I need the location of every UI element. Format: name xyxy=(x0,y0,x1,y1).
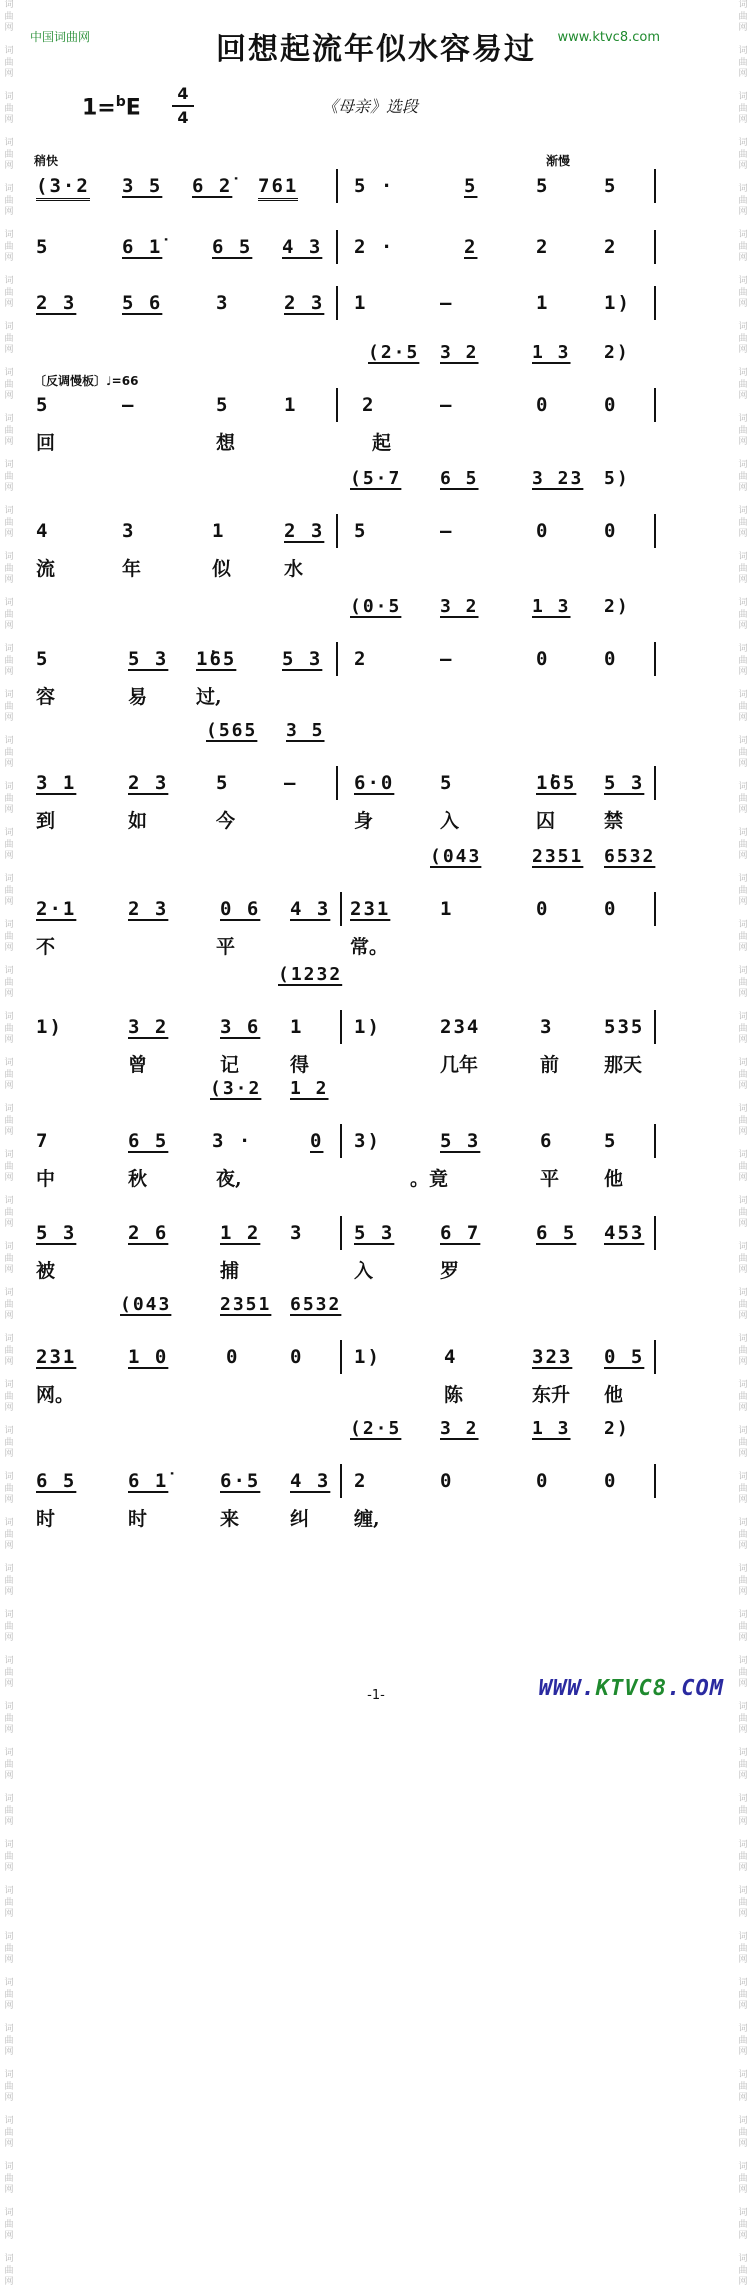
note-group: 2 3 xyxy=(36,292,77,314)
note-group: 6 5 xyxy=(36,1470,77,1492)
note-group: 6 5 xyxy=(212,236,253,258)
lyric-text: 捕 xyxy=(220,1260,240,1282)
barline xyxy=(654,1010,656,1044)
note-group: 5 xyxy=(354,520,368,542)
lyric-text: 时 xyxy=(128,1508,148,1530)
note-group: 3 · xyxy=(212,1130,253,1152)
note-group: 231 xyxy=(36,1346,77,1368)
accompaniment-notes: 1 2 xyxy=(290,1078,329,1099)
barline xyxy=(340,1010,342,1044)
barline xyxy=(336,388,338,422)
barline xyxy=(654,766,656,800)
note-group: 6·0 xyxy=(354,772,395,794)
lyric-text: 几年 xyxy=(440,1054,479,1076)
note-group: 4 3 xyxy=(282,236,323,258)
accompaniment-notes: 2351 xyxy=(532,846,584,867)
tempo-marking: 稍快 xyxy=(34,154,59,168)
accompaniment-notes: (565 xyxy=(206,720,258,741)
note-group: 6 1̇ xyxy=(122,236,163,258)
section-label: 〔反调慢板〕♩=66 xyxy=(34,374,139,388)
note-group: 1) xyxy=(604,292,631,314)
lyric-text: 易 xyxy=(128,686,148,708)
lyric-text: 他 xyxy=(604,1168,624,1190)
subtitle: 《母亲》选段 xyxy=(322,97,419,116)
note-group: 1 xyxy=(284,394,298,416)
note-group: 2 xyxy=(604,236,618,258)
lyric-text: 平 xyxy=(540,1168,560,1190)
note-group: 2 xyxy=(354,1470,368,1492)
lyric-text: 身 xyxy=(354,810,374,832)
note-group: 3 5 xyxy=(122,175,163,197)
note-group: 2 xyxy=(536,236,550,258)
lyric-text: 似 xyxy=(212,558,232,580)
lyric-text: 被 xyxy=(36,1260,56,1282)
lyric-text: 想 xyxy=(216,432,236,454)
lyric-text: 秋 xyxy=(128,1168,148,1190)
lyric-text: 容 xyxy=(36,686,56,708)
lyric-text: 前 xyxy=(540,1054,560,1076)
note-group: 1 2 xyxy=(220,1222,261,1244)
note-group: 3 6 xyxy=(220,1016,261,1038)
note-group: 0 xyxy=(536,520,550,542)
note-group: — xyxy=(440,292,454,314)
lyric-text: 东升 xyxy=(532,1384,571,1406)
lyric-text: 中 xyxy=(36,1168,56,1190)
note-group: — xyxy=(122,394,136,416)
note-group: 323 xyxy=(532,1346,573,1368)
note-group: 2 3 xyxy=(128,898,169,920)
lyric-text: 过, xyxy=(196,686,222,708)
note-group: 2 3 xyxy=(284,520,325,542)
note-group: 1 xyxy=(536,292,550,314)
note-group: 2 xyxy=(362,394,376,416)
accompaniment-notes: 3 5 xyxy=(286,720,325,741)
lyric-text: 入 xyxy=(354,1260,374,1282)
right-margin-watermark: 词 曲 网 词 曲 网 词 曲 网 词 曲 网 词 曲 网 词 曲 网 词 曲 网 词 曲 网 词 曲 网 词 曲 网 词 曲 网 词 曲 网 词 曲 网 词 曲 网 词 曲 网 词 曲 网 词 曲 网 词 曲 网 词 曲 网 词 曲 网 词 曲 网 词 曲 网 词 曲 网 词 曲 网 词 曲 网 词 曲 网 词 曲 网 词 曲 网 词 曲 网 词 曲 网 词 曲 网 词 曲 网 词 曲 网 词 曲 网 词 曲 网 词 曲 网 词 曲 网 词 曲 网 词 曲 网 词 曲 网 词 曲 网 词 曲 网 词 曲 网 词 曲 网 词 曲 网 词 曲 网 词 曲 网 词 曲 网 词 曲 网 词 曲 网 xyxy=(738,0,748,2287)
accompaniment-notes: (5·7 xyxy=(350,468,402,489)
time-signature xyxy=(172,84,194,128)
lyric-text: 如 xyxy=(128,810,148,832)
accompaniment-notes: (1232 xyxy=(278,964,343,985)
lyric-text: 曾 xyxy=(128,1054,148,1076)
note-group: 2 xyxy=(354,648,368,670)
footer-site-a: WWW. xyxy=(538,1676,596,1701)
note-group: 5 xyxy=(536,175,550,197)
accompaniment-notes: 6 5 xyxy=(440,468,479,489)
site-name-top-left: 中国词曲网 xyxy=(30,30,91,44)
barline xyxy=(336,642,338,676)
accompaniment-notes: (0·5 xyxy=(350,596,402,617)
accompaniment-notes: 1 3 xyxy=(532,596,571,617)
accompaniment-notes: (043 xyxy=(430,846,482,867)
accompaniment-notes: 6532 xyxy=(290,1294,342,1315)
lyric-text: 不 xyxy=(36,936,56,958)
note-group: 4 xyxy=(36,520,50,542)
barline xyxy=(336,766,338,800)
note-group: 5 xyxy=(36,648,50,670)
accompaniment-notes: 3 2 xyxy=(440,1418,479,1439)
barline xyxy=(654,286,656,320)
lyric-text: 那天 xyxy=(604,1054,643,1076)
accompaniment-notes: 3 2 xyxy=(440,342,479,363)
barline xyxy=(336,514,338,548)
lyric-text: 时 xyxy=(36,1508,56,1530)
note-group: 5 xyxy=(36,236,50,258)
barline xyxy=(336,230,338,264)
note-group: 6 1̇ xyxy=(128,1470,169,1492)
note-group: 3 2 xyxy=(128,1016,169,1038)
key-flat: b xyxy=(115,94,126,110)
note-group: 453 xyxy=(604,1222,645,1244)
note-group: (3·2 xyxy=(36,175,90,201)
note-group: 0 xyxy=(604,394,618,416)
note-group: 231 xyxy=(350,898,391,920)
note-group: 3) xyxy=(354,1130,381,1152)
barline xyxy=(654,169,656,203)
accompaniment-notes: 3 2 xyxy=(440,596,479,617)
note-group: 7 xyxy=(36,1130,50,1152)
lyric-text: 陈 xyxy=(444,1384,464,1406)
key-prefix: 1= xyxy=(82,95,116,121)
note-group: 5 3 xyxy=(128,648,169,670)
note-group: 4 xyxy=(444,1346,458,1368)
accompaniment-notes: 6532 xyxy=(604,846,656,867)
barline xyxy=(336,286,338,320)
accompaniment-notes: 5) xyxy=(604,468,630,489)
key-signature xyxy=(82,94,141,120)
note-group: 0 6 xyxy=(220,898,261,920)
note-group: 0 xyxy=(226,1346,240,1368)
lyric-text: 今 xyxy=(216,810,236,832)
note-group: 6 7 xyxy=(440,1222,481,1244)
barline xyxy=(654,1216,656,1250)
note-group: 0 xyxy=(604,520,618,542)
lyric-text: 常。 xyxy=(350,936,389,958)
lyric-text: 缠, xyxy=(354,1508,380,1530)
note-group: 5 3 xyxy=(354,1222,395,1244)
note-group: 234 xyxy=(440,1016,481,1038)
note-group: 1̇65 xyxy=(196,648,237,670)
note-group: 3 xyxy=(290,1222,304,1244)
note-group: 5 · xyxy=(354,175,395,197)
lyric-text: 来 xyxy=(220,1508,240,1530)
note-group: 535 xyxy=(604,1016,645,1038)
accompaniment-notes: (2·5 xyxy=(350,1418,402,1439)
note-group: 1 xyxy=(440,898,454,920)
accompaniment-notes: 1 3 xyxy=(532,1418,571,1439)
note-group: 5 xyxy=(440,772,454,794)
barline xyxy=(654,1124,656,1158)
barline xyxy=(654,514,656,548)
footer-site-b: KTVC8 xyxy=(595,1676,668,1701)
note-group: — xyxy=(440,520,454,542)
lyric-text: 入 xyxy=(440,810,460,832)
note-group: 0 xyxy=(536,648,550,670)
note-group: 2 3 xyxy=(128,772,169,794)
lyric-text: 罗 xyxy=(440,1260,460,1282)
site-url-top-right: www.ktvc8.com xyxy=(557,30,660,45)
accompaniment-notes: 2) xyxy=(604,342,630,363)
note-group: 4 3 xyxy=(290,898,331,920)
lyric-text: 纠 xyxy=(290,1508,310,1530)
note-group: 5 6 xyxy=(122,292,163,314)
note-group: 5 xyxy=(604,175,618,197)
note-group: 3 1 xyxy=(36,772,77,794)
accompaniment-notes: 2) xyxy=(604,1418,630,1439)
note-group: 2 xyxy=(464,236,478,258)
lyric-text: 他 xyxy=(604,1384,624,1406)
key-note: E xyxy=(125,95,141,121)
barline xyxy=(340,1464,342,1498)
note-group: 3 xyxy=(122,520,136,542)
note-group: 6 5 xyxy=(128,1130,169,1152)
note-group: 0 xyxy=(310,1130,324,1152)
note-group: 1 xyxy=(354,292,368,314)
note-group: 5 xyxy=(216,772,230,794)
note-group: 2·1 xyxy=(36,898,77,920)
page-number: -1- xyxy=(367,1688,385,1703)
note-group: 1) xyxy=(36,1016,63,1038)
note-group: 0 xyxy=(290,1346,304,1368)
barline xyxy=(340,1124,342,1158)
note-group: 0 xyxy=(604,1470,618,1492)
accompaniment-notes: 2) xyxy=(604,596,630,617)
note-group: 5 xyxy=(464,175,478,197)
note-group: 1̇65 xyxy=(536,772,577,794)
note-group: 3 xyxy=(540,1016,554,1038)
accompaniment-notes: (3·2 xyxy=(210,1078,262,1099)
note-group: 2 · xyxy=(354,236,395,258)
lyric-text: 网。 xyxy=(36,1384,75,1406)
barline xyxy=(654,1464,656,1498)
note-group: 6 5 xyxy=(536,1222,577,1244)
lyric-text: 回 xyxy=(36,432,56,454)
note-group: 1) xyxy=(354,1346,381,1368)
accompaniment-notes: (043 xyxy=(120,1294,172,1315)
footer-site-c: .COM xyxy=(667,1676,724,1701)
accompaniment-notes: 1 3 xyxy=(532,342,571,363)
accompaniment-notes: 2351 xyxy=(220,1294,272,1315)
note-group: 5 3 xyxy=(282,648,323,670)
footer-site-logo xyxy=(539,1676,724,1701)
barline xyxy=(654,230,656,264)
note-group: 2 3 xyxy=(284,292,325,314)
note-group: — xyxy=(440,648,454,670)
note-group: 0 xyxy=(536,898,550,920)
note-group: 0 xyxy=(440,1470,454,1492)
note-group: 0 5 xyxy=(604,1346,645,1368)
note-group: 0 xyxy=(604,898,618,920)
note-group: 5 xyxy=(604,1130,618,1152)
note-group: 1) xyxy=(354,1016,381,1038)
page-title: 回想起流年似水容易过 xyxy=(216,32,536,67)
time-top: 4 xyxy=(177,84,189,103)
note-group: 5 xyxy=(36,394,50,416)
note-group: 1 xyxy=(290,1016,304,1038)
barline xyxy=(654,1340,656,1374)
note-group: 6 xyxy=(540,1130,554,1152)
lyric-text: 夜, xyxy=(216,1168,242,1190)
note-group: 2 6 xyxy=(128,1222,169,1244)
lyric-text: 水 xyxy=(284,558,304,580)
barline xyxy=(654,892,656,926)
tempo-slowing: 渐慢 xyxy=(546,154,571,168)
accompaniment-notes: 3 23 xyxy=(532,468,584,489)
note-group: — xyxy=(284,772,298,794)
barline xyxy=(340,1340,342,1374)
barline xyxy=(654,388,656,422)
note-group: 1 xyxy=(212,520,226,542)
note-group: 5 3 xyxy=(36,1222,77,1244)
lyric-text: 。竟 xyxy=(410,1168,449,1190)
barline xyxy=(336,169,338,203)
lyric-text: 到 xyxy=(36,810,56,832)
lyric-text: 起 xyxy=(372,432,392,454)
barline xyxy=(340,892,342,926)
note-group: 0 xyxy=(536,394,550,416)
lyric-text: 流 xyxy=(36,558,56,580)
note-group: 0 xyxy=(604,648,618,670)
lyric-text: 年 xyxy=(122,558,142,580)
left-margin-watermark: 词 曲 网 词 曲 网 词 曲 网 词 曲 网 词 曲 网 词 曲 网 词 曲 网 词 曲 网 词 曲 网 词 曲 网 词 曲 网 词 曲 网 词 曲 网 词 曲 网 词 曲 网 词 曲 网 词 曲 网 词 曲 网 词 曲 网 词 曲 网 词 曲 网 词 曲 网 词 曲 网 词 曲 网 词 曲 网 词 曲 网 词 曲 网 词 曲 网 词 曲 网 词 曲 网 词 曲 网 词 曲 网 词 曲 网 词 曲 网 词 曲 网 词 曲 网 词 曲 网 词 曲 网 词 曲 网 词 曲 网 词 曲 网 词 曲 网 词 曲 网 词 曲 网 词 曲 网 词 曲 网 词 曲 网 词 曲 网 词 曲 网 词 曲 网 xyxy=(4,0,14,2287)
note-group: 5 3 xyxy=(440,1130,481,1152)
note-group: 761 xyxy=(258,175,298,201)
note-group: 1 0 xyxy=(128,1346,169,1368)
note-group: 3 xyxy=(216,292,230,314)
lyric-text: 平 xyxy=(216,936,236,958)
barline xyxy=(654,642,656,676)
time-bottom: 4 xyxy=(177,108,189,127)
lyric-text: 得 xyxy=(290,1054,310,1076)
note-group: — xyxy=(440,394,454,416)
accompaniment-notes: (2·5 xyxy=(368,342,420,363)
barline xyxy=(340,1216,342,1250)
note-group: 5 xyxy=(216,394,230,416)
note-group: 4 3 xyxy=(290,1470,331,1492)
note-group: 5 3 xyxy=(604,772,645,794)
note-group: 6·5 xyxy=(220,1470,261,1492)
lyric-text: 记 xyxy=(220,1054,240,1076)
lyric-text: 囚 xyxy=(536,810,556,832)
note-group: 0 xyxy=(536,1470,550,1492)
lyric-text: 禁 xyxy=(604,810,624,832)
note-group: 6 2̇ xyxy=(192,175,233,197)
